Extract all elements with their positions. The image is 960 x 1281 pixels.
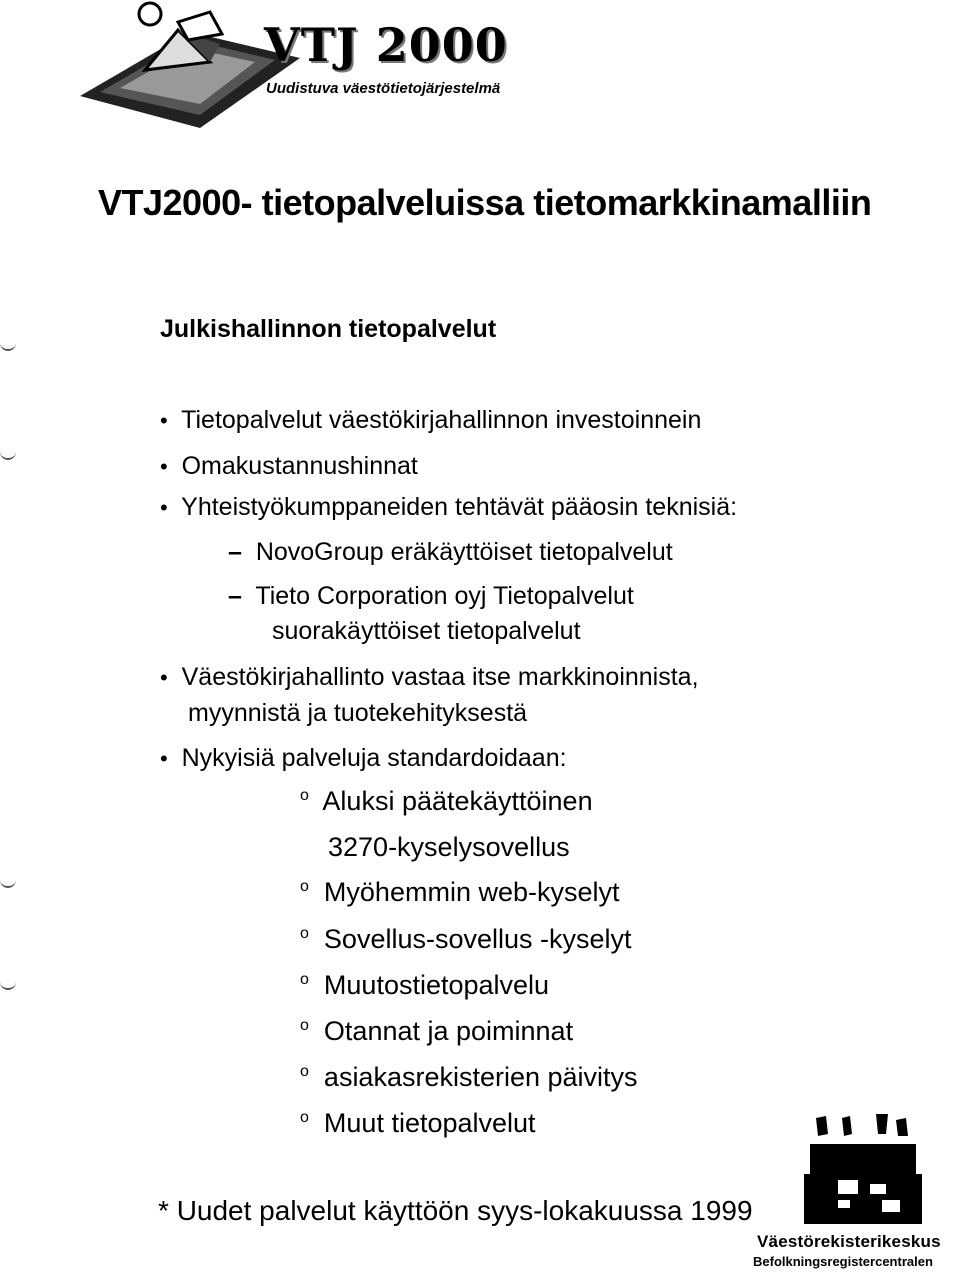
bullet-icon: • xyxy=(160,665,168,690)
dash-item xyxy=(228,581,634,611)
bullet-item xyxy=(160,743,567,774)
degree-marker: o xyxy=(300,1063,309,1080)
footer-note xyxy=(158,1195,753,1227)
dash-item xyxy=(228,537,673,567)
bullet-icon: • xyxy=(160,746,168,771)
bullet-text: Yhteistyökumppaneiden tehtävät pääosin teknisiä: xyxy=(181,493,738,521)
service-item xyxy=(300,1016,573,1051)
margin-mark xyxy=(0,880,16,888)
bullet-text: Omakustannushinnat xyxy=(181,452,418,480)
service-text: Muutostietopalvelu xyxy=(323,970,550,1000)
bullet-icon: • xyxy=(160,454,168,479)
bullet-text: Väestökirjahallinto vastaa itse markkinoinnista, xyxy=(181,663,699,691)
degree-marker: o xyxy=(300,1017,309,1034)
org-name-swedish: Befolkningsregistercentralen xyxy=(753,1254,933,1269)
bullet-text: Tietopalvelut väestökirjahallinnon investoinnein xyxy=(181,406,702,434)
dash-text: NovoGroup eräkäyttöiset tietopalvelut xyxy=(255,538,673,566)
logo-subtitle: Uudistuva väestötietojärjestelmä xyxy=(266,80,501,97)
service-item xyxy=(300,1062,638,1097)
logo-title: VTJ 2000 xyxy=(264,18,508,72)
bullet-item xyxy=(160,451,418,482)
service-text: Myöhemmin web-kyselyt xyxy=(323,877,620,907)
dash-icon: – xyxy=(228,538,242,566)
service-item xyxy=(300,786,593,821)
service-item xyxy=(300,924,632,959)
service-item xyxy=(300,970,549,1005)
margin-mark xyxy=(0,452,16,460)
dash-text: Tieto Corporation oyj Tietopalvelut xyxy=(255,582,634,610)
service-text: Sovellus-sovellus -kyselyt xyxy=(323,924,632,954)
bullet-item xyxy=(160,492,737,523)
footer-note-text: Uudet palvelut käyttöön syys-lokakuussa 1999 xyxy=(176,1195,753,1226)
bullet-text: Nykyisiä palveluja standardoidaan: xyxy=(181,744,567,772)
dash-icon: – xyxy=(228,582,242,610)
bullet-item xyxy=(160,662,699,693)
service-item xyxy=(300,1108,536,1143)
service-item-continued: 3270-kyselysovellus xyxy=(328,832,570,862)
section-title: Julkishallinnon tietopalvelut xyxy=(160,315,497,343)
degree-marker: o xyxy=(300,787,309,804)
service-text: asiakasrekisterien päivitys xyxy=(323,1062,638,1092)
service-text: Muut tietopalvelut xyxy=(323,1108,536,1138)
asterisk-icon: * xyxy=(158,1195,169,1226)
page-title: VTJ2000- tietopalveluissa tietomarkkinamalliin xyxy=(98,182,872,223)
margin-mark xyxy=(0,982,16,990)
bullet-item xyxy=(160,405,701,436)
dash-item-continued: suorakäyttöiset tietopalvelut xyxy=(272,617,581,645)
service-item xyxy=(300,877,620,912)
degree-marker: o xyxy=(300,925,309,942)
bullet-text-continued: myynnistä ja tuotekehityksestä xyxy=(188,699,528,727)
degree-marker: o xyxy=(300,1109,309,1126)
degree-marker: o xyxy=(300,878,309,895)
org-name-finnish: Väestörekisterikeskus xyxy=(757,1232,941,1251)
service-text: Otannat ja poiminnat xyxy=(323,1016,574,1046)
service-text: Aluksi päätekäyttöinen xyxy=(322,786,593,816)
bullet-icon: • xyxy=(160,495,168,520)
bullet-icon: • xyxy=(160,408,168,433)
margin-mark xyxy=(0,343,16,351)
degree-marker: o xyxy=(300,971,309,988)
org-logo xyxy=(798,1108,928,1226)
